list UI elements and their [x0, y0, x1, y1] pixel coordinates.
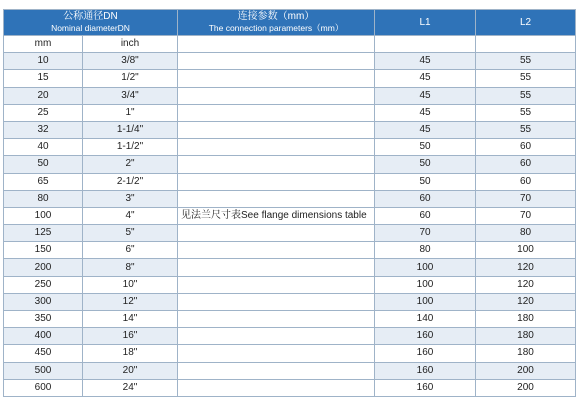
cell-l2: 55 [476, 70, 576, 87]
cell-connection-param [178, 190, 375, 207]
cell-l1: 80 [375, 242, 476, 259]
unit-mm: mm [4, 36, 83, 53]
table-row [4, 173, 576, 190]
cell-inch: 6" [83, 242, 178, 259]
cell-l2: 55 [476, 104, 576, 121]
table-row [4, 311, 576, 328]
cell-mm: 150 [4, 242, 83, 259]
header-connection-parameters-en: The connection parameters（mm） [208, 23, 344, 34]
cell-connection-param [178, 242, 375, 259]
cell-l1: 160 [375, 379, 476, 396]
cell-inch: 2-1/2" [83, 173, 178, 190]
cell-connection-param [178, 225, 375, 242]
cell-l1: 60 [375, 190, 476, 207]
cell-l1: 50 [375, 156, 476, 173]
cell-l1: 100 [375, 259, 476, 276]
cell-mm: 125 [4, 225, 83, 242]
cell-l1: 45 [375, 121, 476, 138]
cell-inch: 3/4" [83, 87, 178, 104]
dimension-table [3, 9, 576, 397]
cell-mm: 50 [4, 156, 83, 173]
cell-l1: 60 [375, 207, 476, 224]
header-nominal-diameter-en: Nominal diameterDN [51, 23, 130, 34]
cell-mm: 300 [4, 293, 83, 310]
cell-connection-param [178, 276, 375, 293]
table-row [4, 121, 576, 138]
cell-connection-param [178, 328, 375, 345]
cell-connection-param [178, 87, 375, 104]
cell-mm: 40 [4, 139, 83, 156]
units-row-l2-cell [476, 36, 576, 53]
cell-l2: 55 [476, 53, 576, 70]
table-row [4, 87, 576, 104]
cell-connection-param [178, 259, 375, 276]
cell-l1: 160 [375, 328, 476, 345]
table-row [4, 293, 576, 310]
cell-l1: 100 [375, 293, 476, 310]
cell-inch: 18" [83, 345, 178, 362]
table-row [4, 156, 576, 173]
cell-inch: 5" [83, 225, 178, 242]
cell-mm: 25 [4, 104, 83, 121]
cell-mm: 350 [4, 311, 83, 328]
cell-l2: 200 [476, 379, 576, 396]
cell-l1: 45 [375, 87, 476, 104]
cell-inch: 1" [83, 104, 178, 121]
table-row [4, 207, 576, 224]
table-row [4, 225, 576, 242]
header-l2: L2 [476, 10, 576, 36]
cell-mm: 65 [4, 173, 83, 190]
cell-inch: 8" [83, 259, 178, 276]
cell-l2: 80 [476, 225, 576, 242]
cell-inch: 20" [83, 362, 178, 379]
cell-connection-param [178, 121, 375, 138]
cell-inch: 1-1/2" [83, 139, 178, 156]
cell-inch: 3/8" [83, 53, 178, 70]
cell-l2: 100 [476, 242, 576, 259]
cell-mm: 450 [4, 345, 83, 362]
header-connection-parameters [178, 10, 375, 36]
table-row [4, 139, 576, 156]
table-row [4, 242, 576, 259]
cell-mm: 200 [4, 259, 83, 276]
units-row-param-cell [178, 36, 375, 53]
table-row [4, 345, 576, 362]
cell-inch: 10" [83, 276, 178, 293]
cell-inch: 16" [83, 328, 178, 345]
header-nominal-diameter-cn: 公称通径DN [63, 11, 118, 23]
cell-l2: 120 [476, 276, 576, 293]
cell-connection-param [178, 70, 375, 87]
table-row [4, 53, 576, 70]
table-row [4, 328, 576, 345]
cell-inch: 12" [83, 293, 178, 310]
cell-mm: 500 [4, 362, 83, 379]
cell-inch: 1/2" [83, 70, 178, 87]
cell-mm: 15 [4, 70, 83, 87]
cell-mm: 10 [4, 53, 83, 70]
cell-connection-param [178, 53, 375, 70]
cell-l1: 100 [375, 276, 476, 293]
table-row [4, 362, 576, 379]
table-row [4, 276, 576, 293]
cell-l1: 140 [375, 311, 476, 328]
cell-l2: 60 [476, 156, 576, 173]
table-row [4, 190, 576, 207]
cell-mm: 80 [4, 190, 83, 207]
cell-connection-param [178, 362, 375, 379]
units-row [4, 36, 576, 53]
table-row [4, 70, 576, 87]
header-nominal-diameter [4, 10, 178, 36]
table-row [4, 104, 576, 121]
cell-inch: 1-1/4" [83, 121, 178, 138]
cell-inch: 24" [83, 379, 178, 396]
table-row [4, 379, 576, 396]
cell-mm: 400 [4, 328, 83, 345]
units-row-l1-cell [375, 36, 476, 53]
cell-inch: 3" [83, 190, 178, 207]
cell-mm: 32 [4, 121, 83, 138]
cell-inch: 14" [83, 311, 178, 328]
cell-mm: 100 [4, 207, 83, 224]
cell-mm: 600 [4, 379, 83, 396]
cell-l1: 160 [375, 345, 476, 362]
unit-inch: inch [83, 36, 178, 53]
cell-l2: 120 [476, 293, 576, 310]
cell-l2: 55 [476, 121, 576, 138]
cell-l1: 70 [375, 225, 476, 242]
cell-connection-param [178, 173, 375, 190]
cell-l2: 70 [476, 207, 576, 224]
cell-l1: 50 [375, 139, 476, 156]
cell-l2: 60 [476, 139, 576, 156]
cell-connection-param [178, 104, 375, 121]
cell-inch: 2" [83, 156, 178, 173]
cell-connection-param [178, 156, 375, 173]
cell-l2: 180 [476, 328, 576, 345]
cell-l2: 70 [476, 190, 576, 207]
cell-connection-param [178, 345, 375, 362]
cell-l1: 50 [375, 173, 476, 190]
cell-mm: 250 [4, 276, 83, 293]
cell-l2: 200 [476, 362, 576, 379]
cell-connection-param [178, 311, 375, 328]
header-connection-parameters-cn: 连接参数（mm） [237, 11, 315, 23]
cell-connection-param [178, 379, 375, 396]
table-row [4, 259, 576, 276]
header-row [4, 10, 576, 36]
header-l1: L1 [375, 10, 476, 36]
cell-l2: 180 [476, 345, 576, 362]
cell-l2: 180 [476, 311, 576, 328]
cell-l1: 45 [375, 70, 476, 87]
cell-inch: 4" [83, 207, 178, 224]
cell-l2: 60 [476, 173, 576, 190]
cell-l1: 45 [375, 53, 476, 70]
cell-connection-param: 见法兰尺寸表See flange dimensions table [178, 207, 375, 224]
cell-mm: 20 [4, 87, 83, 104]
cell-connection-param [178, 293, 375, 310]
cell-l1: 160 [375, 362, 476, 379]
cell-l2: 120 [476, 259, 576, 276]
cell-connection-param [178, 139, 375, 156]
cell-l2: 55 [476, 87, 576, 104]
cell-l1: 45 [375, 104, 476, 121]
